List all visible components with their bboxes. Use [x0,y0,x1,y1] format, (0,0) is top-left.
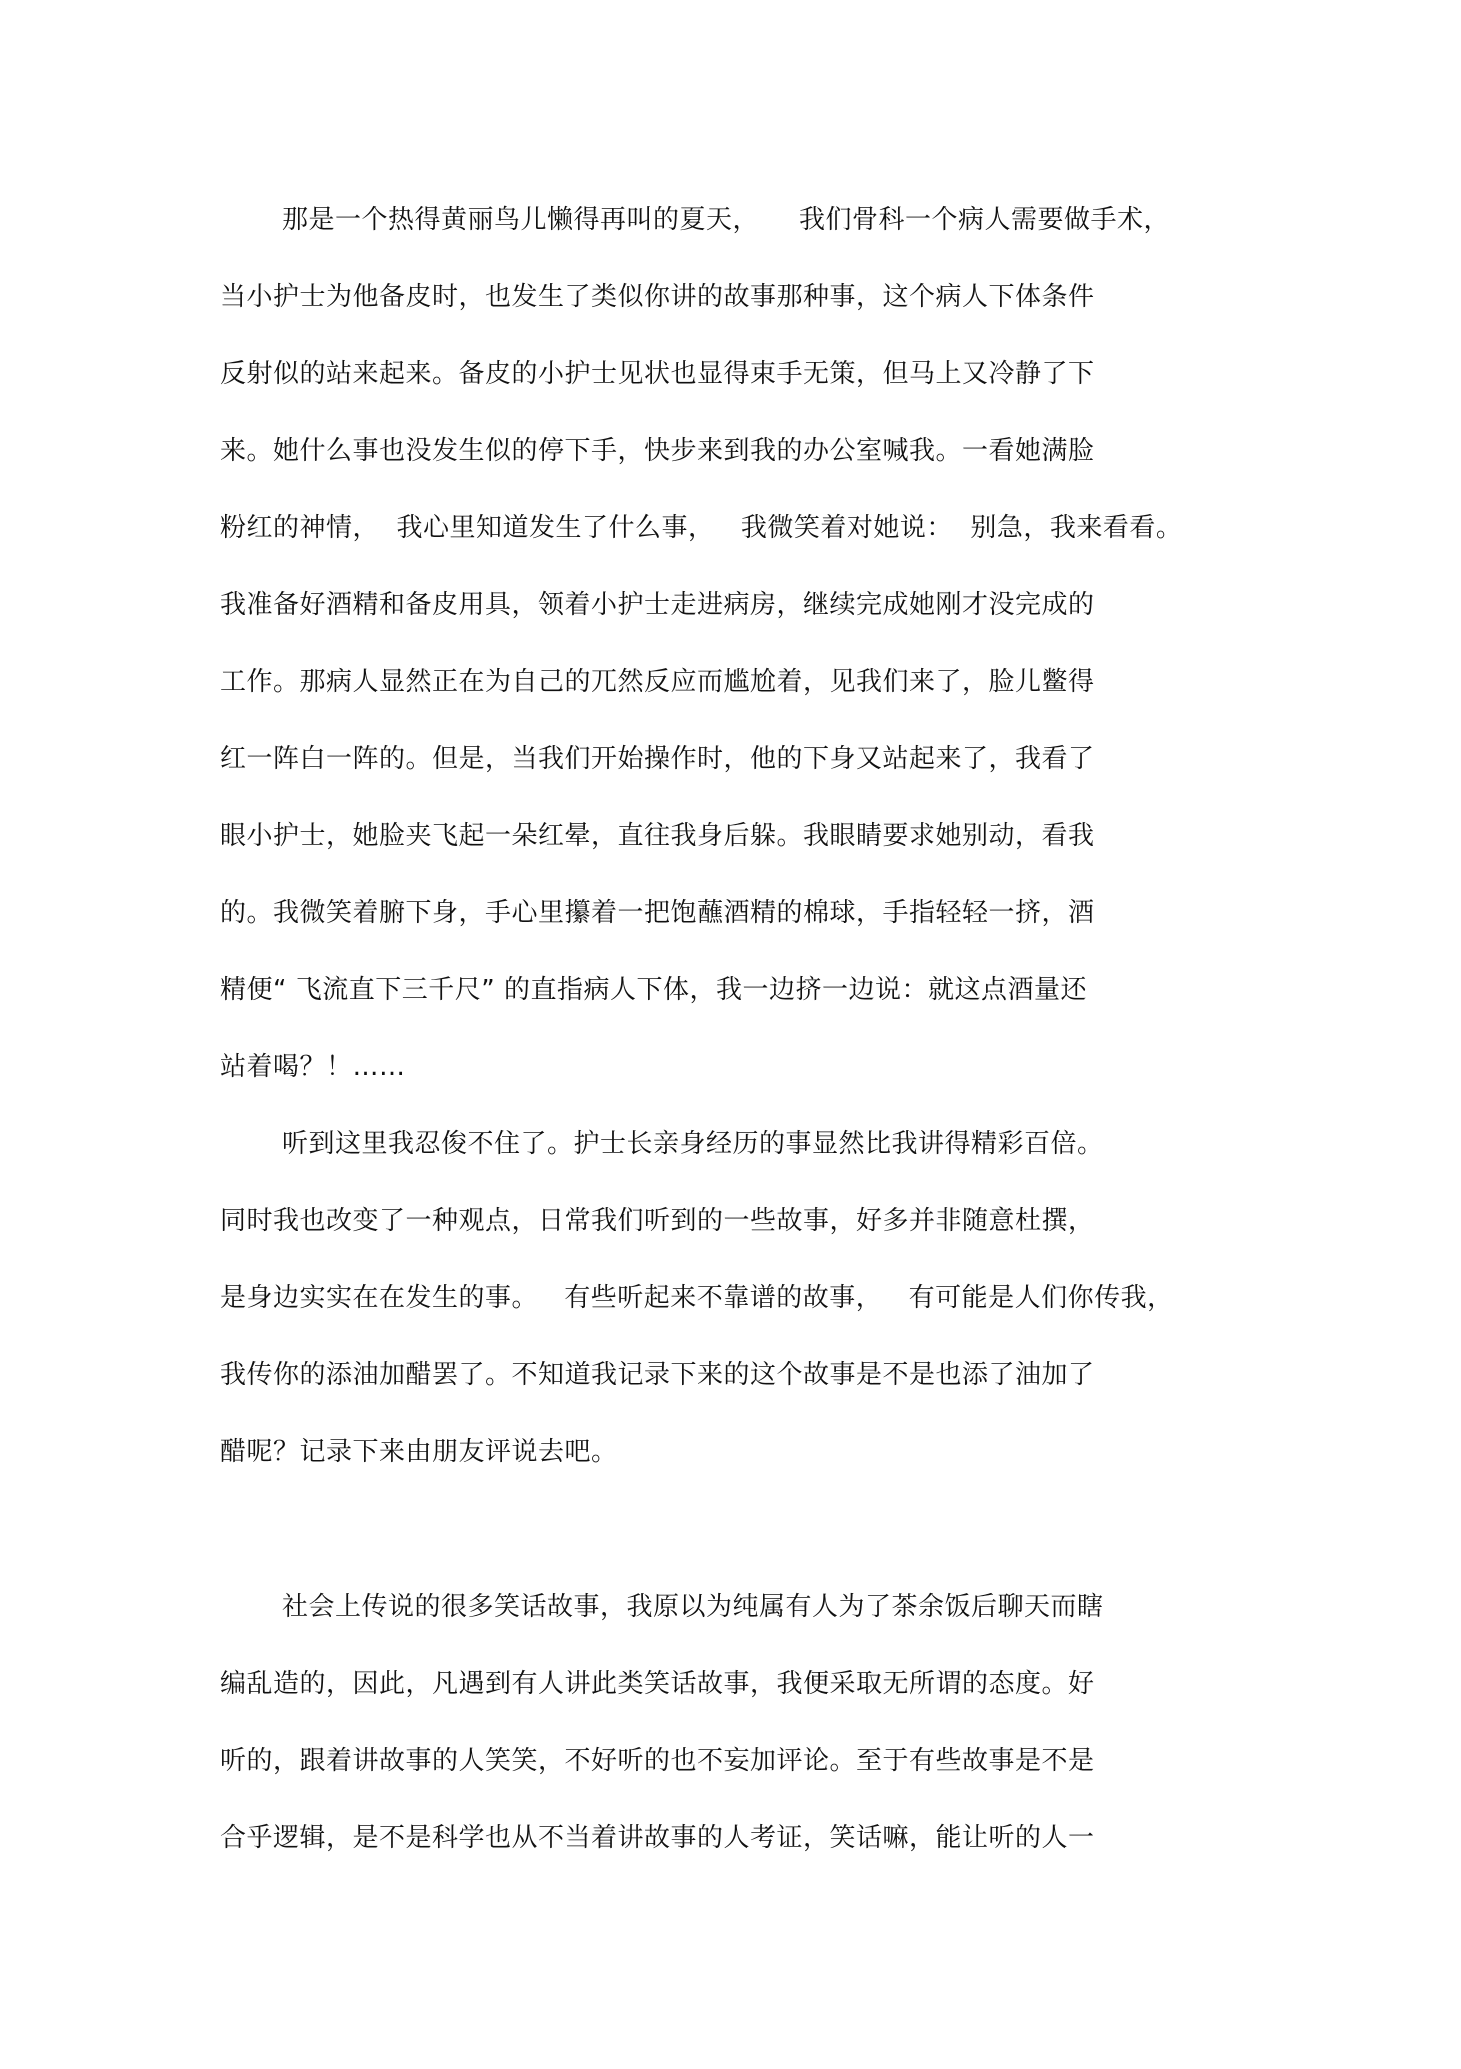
paragraph-1-line-2: 当小护士为他备皮时，也发生了类似你讲的故事那种事，这个病人下体条件 [220,282,1095,312]
paragraph-3-line-1: 社会上传说的很多笑话故事，我原以为纯属有人为了茶余饭后聊天而瞎 [282,1592,1104,1622]
paragraph-1-line-5: 粉红的神情， 我心里知道发生了什么事， 我微笑着对她说： 别急，我来看看。 [220,513,1183,543]
paragraph-2-line-4: 我传你的添油加醋罢了。不知道我记录下来的这个故事是不是也添了油加了 [220,1360,1095,1390]
paragraph-1-line-1: 那是一个热得黄丽鸟儿懒得再叫的夏天， 我们骨科一个病人需要做手术， [282,205,1171,235]
paragraph-2-line-5: 醋呢？记录下来由朋友评说去吧。 [220,1437,618,1467]
paragraph-1-line-6: 我准备好酒精和备皮用具，领着小护士走进病房，继续完成她刚才没完成的 [220,590,1095,620]
paragraph-1-line-4: 来。她什么事也没发生似的停下手，快步来到我的办公室喊我。一看她满脸 [220,436,1095,466]
paragraph-2-line-3: 是身边实实在在发生的事。 有些听起来不靠谱的故事， 有可能是人们你传我， [220,1283,1174,1313]
paragraph-1-line-10: 的。我微笑着腑下身，手心里攥着一把饱蘸酒精的棉球，手指轻轻一挤，酒 [220,898,1095,928]
paragraph-1-line-9: 眼小护士，她脸夹飞起一朵红晕，直往我身后躲。我眼睛要求她别动，看我 [220,821,1095,851]
paragraph-1-line-8: 红一阵白一阵的。但是，当我们开始操作时，他的下身又站起来了，我看了 [220,744,1095,774]
paragraph-3-line-2: 编乱造的，因此，凡遇到有人讲此类笑话故事，我便采取无所谓的态度。好 [220,1669,1095,1699]
paragraph-1-line-12: 站着喝？！…… [220,1052,406,1082]
paragraph-2-line-1: 听到这里我忍俊不住了。护士长亲身经历的事显然比我讲得精彩百倍。 [282,1129,1104,1159]
paragraph-3-line-3: 听的，跟着讲故事的人笑笑，不好听的也不妄加评论。至于有些故事是不是 [220,1746,1095,1776]
paragraph-1-line-3: 反射似的站来起来。备皮的小护士见状也显得束手无策，但马上又冷静了下 [220,359,1095,389]
paragraph-2-line-2: 同时我也改变了一种观点，日常我们听到的一些故事，好多并非随意杜撰， [220,1206,1095,1236]
paragraph-3-line-4: 合乎逻辑，是不是科学也从不当着讲故事的人考证，笑话嘛，能让听的人一 [220,1823,1095,1853]
paragraph-1-line-7: 工作。那病人显然正在为自己的兀然反应而尴尬着，见我们来了，脸儿鳖得 [220,667,1095,697]
paragraph-1-line-11: 精便“ 飞流直下三千尺” 的直指病人下体，我一边挤一边说：就这点酒量还 [220,975,1087,1005]
